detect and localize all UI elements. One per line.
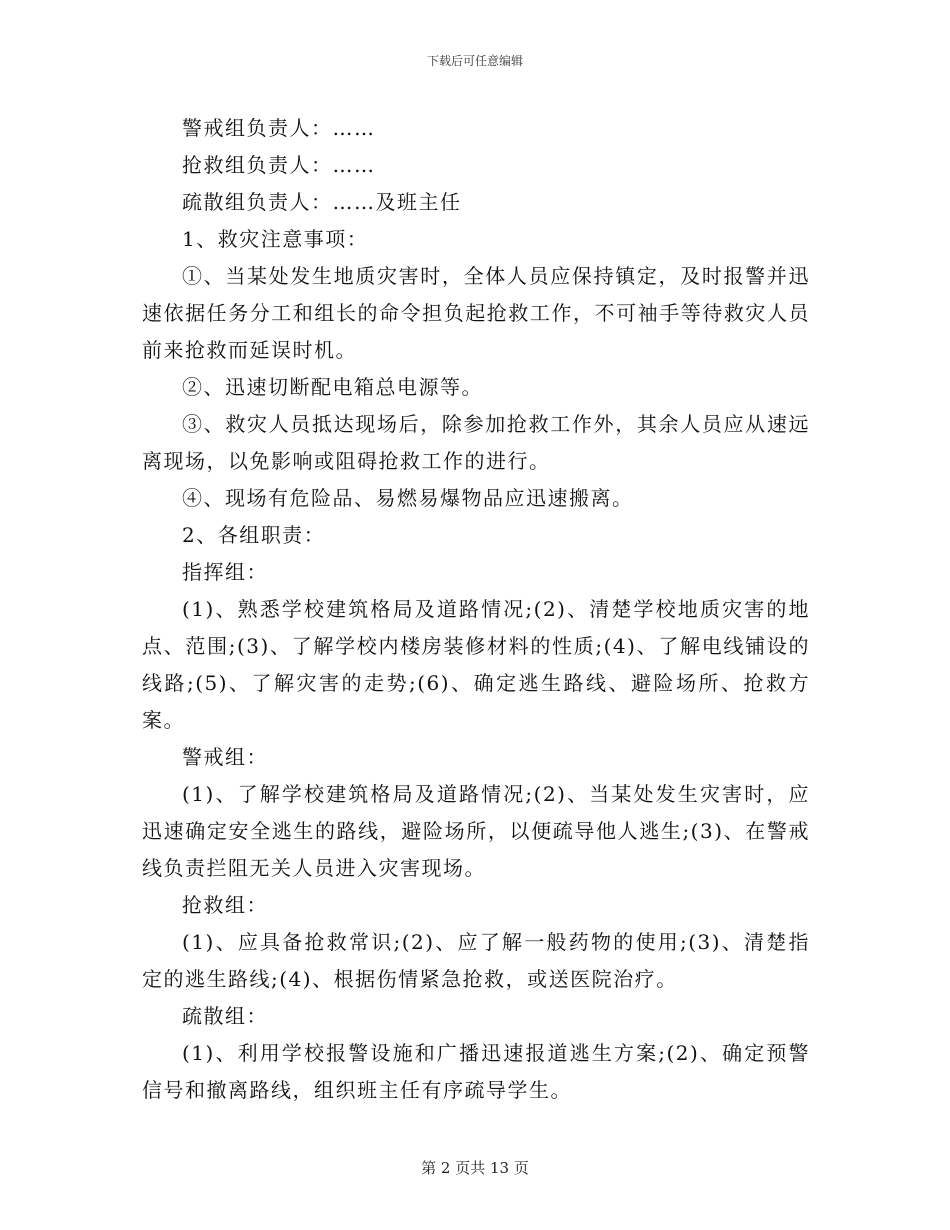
alert-group-duties: (1)、了解学校建筑格局及道路情况;(2)、当某处发生灾害时，应迅速确定安全逃生的路线，避险场所，以便疏导他人逃生;(3)、在警戒线负责拦阻无关人员进入灾害现场。 [142,782,810,880]
paragraph-item-1: ①、当某处发生地质灾害时，全体人员应保持镇定，及时报警并迅速依据任务分工和组长的命令担负起抢救工作，不可袖手等待救灾人员前来抢救而延误时机。 [142,264,810,362]
section-heading-2: 2、各组职责： [182,523,326,547]
subheading-command-group: 指挥组： [182,560,268,584]
page-header: 下载后可任意编辑 [426,54,523,68]
subheading-alert-group: 警戒组： [182,745,268,769]
paragraph-item-3: ③、救灾人员抵达现场后，除参加抢救工作外，其余人员应从速远离现场，以免影响或阻碍抢救工作的进行。 [142,412,810,473]
subheading-evacuation-group: 疏散组： [182,1004,268,1028]
section-heading-1: 1、救灾注意事项： [182,227,369,251]
paragraph-item-2: ②、迅速切断配电箱总电源等。 [182,375,483,399]
subheading-rescue-group: 抢救组： [182,893,268,917]
rescue-group-leader: 抢救组负责人：…… [182,153,376,177]
rescue-group-duties: (1)、应具备抢救常识;(2)、应了解一般药物的使用;(3)、清楚指定的逃生路线;(4)、根据伤情紧急抢救，或送医院治疗。 [142,930,810,991]
evacuation-group-duties: (1)、利用学校报警设施和广播迅速报道逃生方案;(2)、确定预警信号和撤离路线，组织班主任有序疏导学生。 [142,1041,810,1102]
document-body [142,110,810,1109]
command-group-duties: (1)、熟悉学校建筑格局及道路情况;(2)、清楚学校地质灾害的地点、范围;(3)、了解学校内楼房装修材料的性质;(4)、了解电线铺设的线路;(5)、了解灾害的走势;(6)、确定逃生路线、避险场所、抢救方案。 [142,597,810,732]
page-number: 第 2 页共 13 页 [421,1159,529,1177]
evacuation-group-leader: 疏散组负责人：……及班主任 [182,190,462,214]
paragraph-item-4: ④、现场有危险品、易燃易爆物品应迅速搬离。 [182,486,634,510]
alert-group-leader: 警戒组负责人：…… [182,116,376,140]
